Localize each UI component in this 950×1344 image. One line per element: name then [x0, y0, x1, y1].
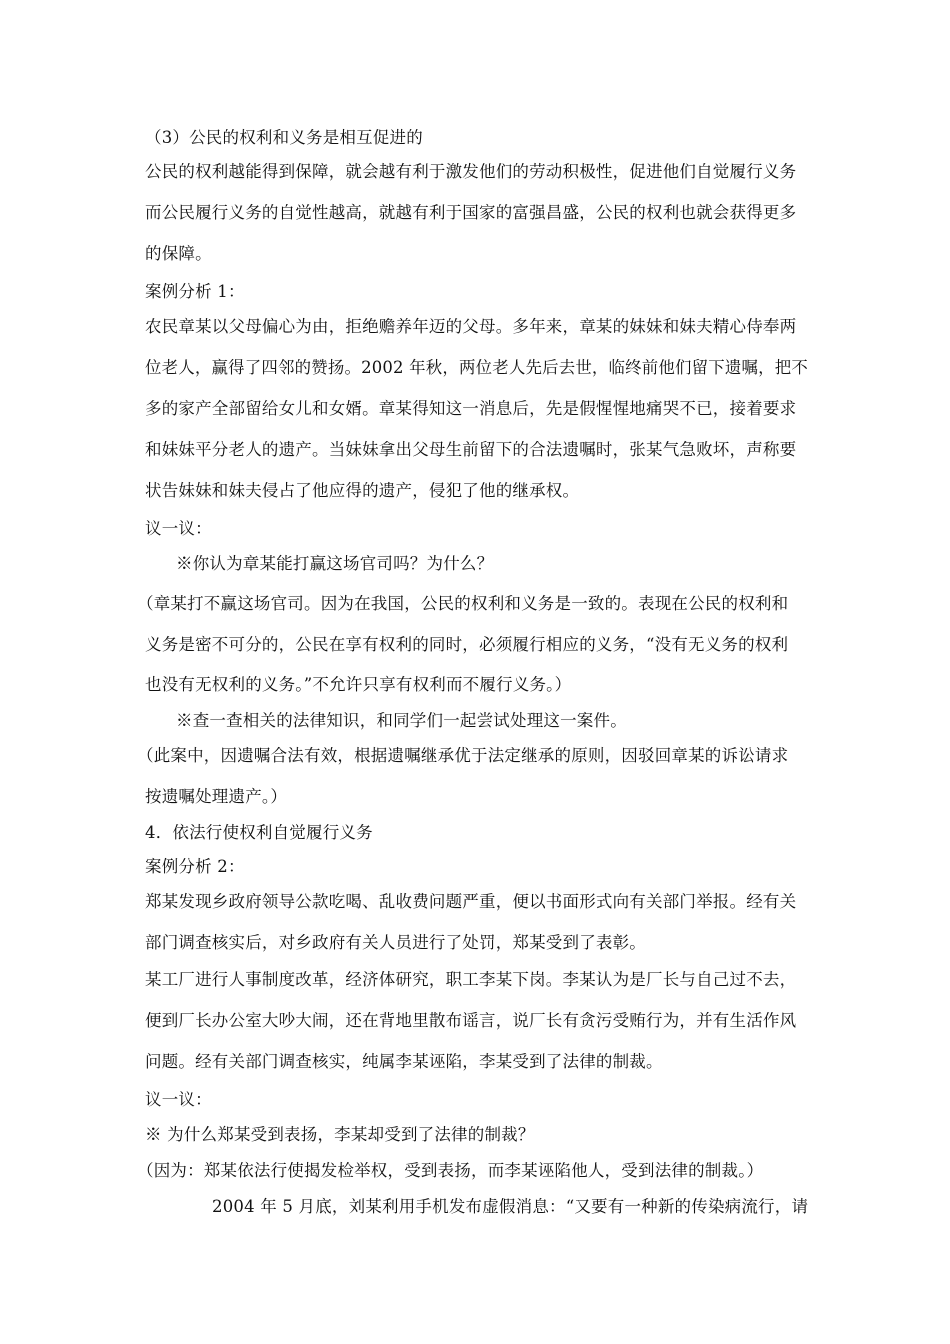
answer-line: （章某打不赢这场官司。因为在我国，公民的权利和义务是一致的。表现在公民的权利和	[137, 594, 789, 613]
text-line: 的保障。	[145, 244, 212, 263]
text-line: 2004 年 5 月底，刘某利用手机发布虚假消息：“又要有一种新的传染病流行，请	[212, 1197, 809, 1216]
text-line: 问题。经有关部门调查核实，纯属李某诬陷，李某受到了法律的制裁。	[145, 1052, 663, 1071]
text-line: 便到厂长办公室大吵大闹，还在背地里散布谣言，说厂长有贪污受贿行为，并有生活作风	[145, 1011, 797, 1030]
discussion-heading: 议一议：	[145, 519, 212, 538]
question-line: ※你认为章某能打赢这场官司吗？为什么？	[176, 554, 494, 573]
text-line: 多的家产全部留给女儿和女婿。章某得知这一消息后，先是假惺惺地痛哭不已，接着要求	[145, 399, 797, 418]
text-line: 位老人，赢得了四邻的赞扬。2002 年秋，两位老人先后去世，临终前他们留下遗嘱，把不	[145, 358, 809, 377]
text-line: 和妹妹平分老人的遗产。当妹妹拿出父母生前留下的合法遗嘱时，张某气急败坏，声称要	[145, 440, 797, 459]
answer-line: 按遗嘱处理遗产。）	[145, 787, 288, 806]
question-line: ※ 为什么郑某受到表扬，李某却受到了法律的制裁？	[145, 1125, 535, 1144]
text-line: 部门调查核实后，对乡政府有关人员进行了处罚，郑某受到了表彰。	[145, 933, 646, 952]
section-heading: （3）公民的权利和义务是相互促进的	[145, 128, 423, 147]
text-line: 而公民履行义务的自觉性越高，就越有利于国家的富强昌盛，公民的权利也就会获得更多	[145, 203, 797, 222]
text-line: 公民的权利越能得到保障，就会越有利于激发他们的劳动积极性，促进他们自觉履行义务	[145, 162, 797, 181]
text-line: 郑某发现乡政府领导公款吃喝、乱收费问题严重，便以书面形式向有关部门举报。经有关	[145, 892, 797, 911]
answer-line: （因为：郑某依法行使揭发检举权，受到表扬，而李某诬陷他人，受到法律的制裁。）	[137, 1161, 764, 1180]
answer-line: 也没有无权利的义务。”不允许只享有权利而不履行义务。）	[145, 675, 572, 694]
section-heading: 4．依法行使权利自觉履行义务	[145, 823, 373, 842]
case-heading: 案例分析 2：	[145, 857, 245, 876]
answer-line: 义务是密不可分的，公民在享有权利的同时，必须履行相应的义务，“没有无义务的权利	[145, 635, 789, 654]
text-line: 状告妹妹和妹夫侵占了他应得的遗产，侵犯了他的继承权。	[145, 481, 580, 500]
text-line: 农民章某以父母偏心为由，拒绝赡养年迈的父母。多年来，章某的妹妹和妹夫精心侍奉两	[145, 317, 797, 336]
case-heading: 案例分析 1：	[145, 282, 245, 301]
answer-line: （此案中，因遗嘱合法有效，根据遗嘱继承优于法定继承的原则，因驳回章某的诉讼请求	[137, 746, 789, 765]
question-line: ※查一查相关的法律知识，和同学们一起尝试处理这一案件。	[176, 711, 627, 730]
discussion-heading: 议一议：	[145, 1090, 212, 1109]
text-line: 某工厂进行人事制度改革，经济体研究，职工李某下岗。李某认为是厂长与自己过不去，	[145, 970, 797, 989]
